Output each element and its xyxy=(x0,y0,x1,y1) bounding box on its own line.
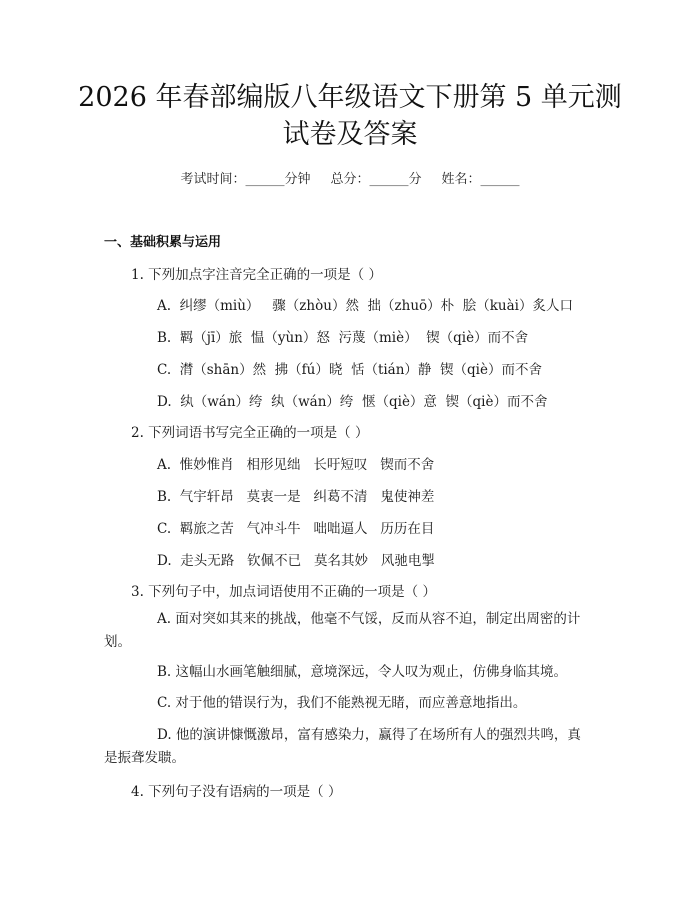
question-2-option-d: D. 走头无路 钦佩不已 莫名其妙 风驰电掣 xyxy=(157,553,435,569)
question-1-option-c: C. 潸（shān）然 拂（fú）晓 恬（tián）静 锲（qiè）而不舍 xyxy=(157,362,542,378)
exam-name-field: 姓名：______ xyxy=(441,172,520,187)
question-3-option-b: B. 这幅山水画笔触细腻，意境深远，令人叹为观止，仿佛身临其境。 xyxy=(157,664,568,680)
question-2-option-b: B. 气宇轩昂 莫衷一是 纠葛不清 鬼使神差 xyxy=(157,489,435,505)
question-4-stem: 4. 下列句子没有语病的一项是（ ） xyxy=(131,784,342,800)
question-2-option-a: A. 惟妙惟肖 相形见绌 长吁短叹 锲而不舍 xyxy=(157,457,435,473)
question-3-stem: 3. 下列句子中，加点词语使用不正确的一项是（ ） xyxy=(131,584,436,600)
question-1-option-b: B. 羁（jī）旅 愠（yùn）怒 污蔑（miè） 锲（qiè）而不舍 xyxy=(157,330,529,346)
question-2-option-c: C. 羁旅之苦 气冲斗牛 咄咄逼人 历历在目 xyxy=(157,521,435,537)
question-3-option-c: C. 对于他的错误行为，我们不能熟视无睹，而应善意地指出。 xyxy=(157,695,527,711)
exam-time-field: 考试时间：______分钟 xyxy=(180,172,311,187)
exam-title-line2: 试卷及答案 xyxy=(282,119,418,150)
question-2-stem: 2. 下列词语书写完全正确的一项是（ ） xyxy=(131,425,369,441)
section-heading: 一、基础积累与运用 xyxy=(104,235,222,250)
question-1-stem: 1. 下列加点字注音完全正确的一项是（ ） xyxy=(131,267,382,283)
question-1-option-a: A. 纠缪（miù） 骤（zhòu）然 拙（zhuō）朴 脍（kuài）炙人口 xyxy=(157,298,573,314)
exam-title-line1: 2026 年春部编版八年级语文下册第 5 单元测 xyxy=(78,82,622,113)
question-3-option-a: A. 面对突如其来的挑战，他毫不气馁，反而从容不迫，制定出周密的计划。 xyxy=(104,611,581,650)
question-3-option-d: D. 他的演讲慷慨激昂，富有感染力，赢得了在场所有人的强烈共鸣，真是振聋发聩。 xyxy=(104,727,581,766)
exam-meta xyxy=(0,168,700,187)
exam-score-field: 总分：______分 xyxy=(330,172,422,187)
question-1-option-d: D. 纨（wán）绔 纨（wán）绔 惬（qiè）意 锲（qiè）而不舍 xyxy=(157,394,548,410)
